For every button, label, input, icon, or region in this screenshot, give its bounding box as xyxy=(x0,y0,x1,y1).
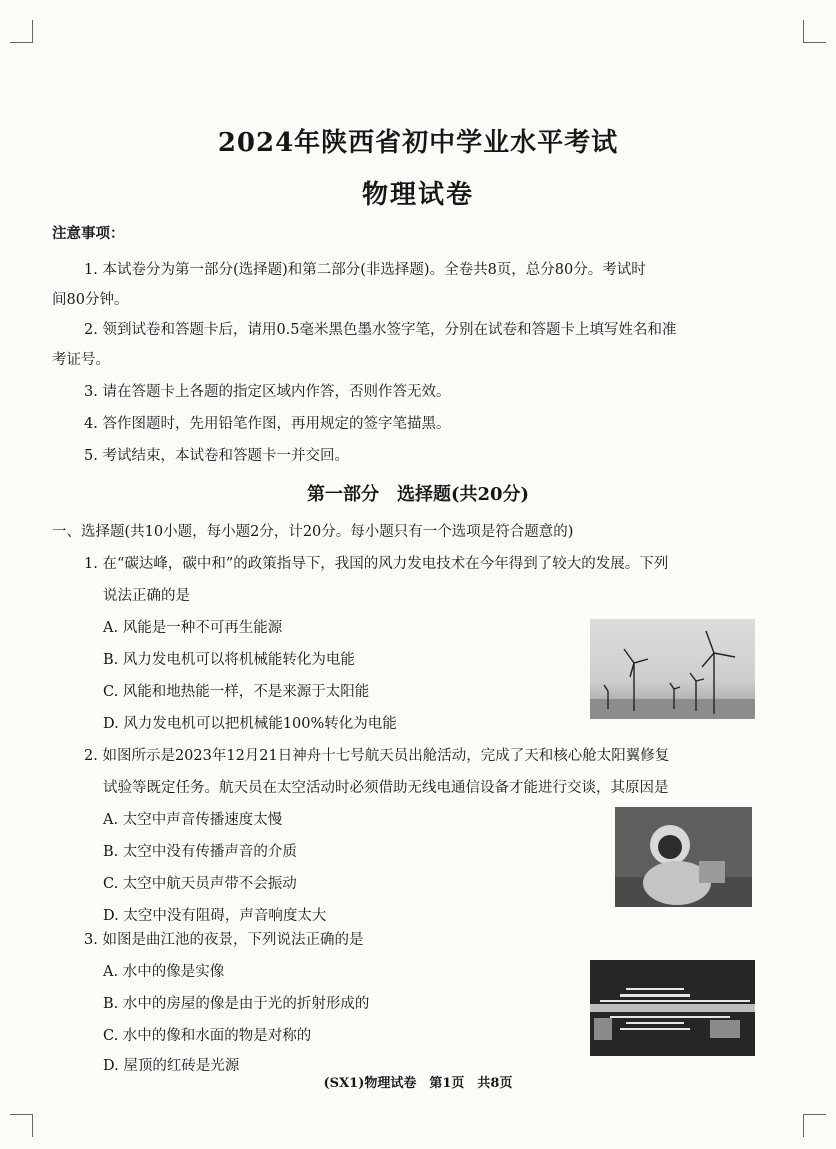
question-2-option-a: A. 太空中声音传播速度太慢 xyxy=(103,812,283,828)
question-2-option-c: C. 太空中航天员声带不会振动 xyxy=(103,876,297,892)
notice-line: 1. 本试卷分为第一部分(选择题)和第二部分(非选择题)。全卷共8页，总分80分。考试时 xyxy=(84,262,646,278)
astronaut-photo xyxy=(615,807,752,907)
crop-mark-bottom-left xyxy=(10,1114,33,1137)
question-1-option-c: C. 风能和地热能一样，不是来源于太阳能 xyxy=(103,684,370,700)
notice-line: 5. 考试结束，本试卷和答题卡一并交回。 xyxy=(84,448,349,464)
exam-title: 2024年陕西省初中学业水平考试 xyxy=(217,128,619,158)
question-3-option-c: C. 水中的像和水面的物是对称的 xyxy=(103,1028,312,1044)
question-3-option-b: B. 水中的房屋的像是由于光的折射形成的 xyxy=(103,996,370,1012)
question-1-option-b: B. 风力发电机可以将机械能转化为电能 xyxy=(103,652,355,668)
question-1-stem-cont: 说法正确的是 xyxy=(103,588,190,604)
question-2-option-d: D. 太空中没有阻碍，声音响度太大 xyxy=(103,908,327,924)
crop-mark-top-left xyxy=(10,20,33,43)
wind-turbine-photo xyxy=(590,619,755,719)
exam-subtitle: 物理试卷 xyxy=(361,180,474,210)
night-scene-photo xyxy=(590,960,755,1056)
question-3-option-a: A. 水中的像是实像 xyxy=(103,964,225,980)
question-2-stem: 2. 如图所示是2023年12月21日神舟十七号航天员出舱活动，完成了天和核心舱太阳翼修复 xyxy=(84,748,670,764)
question-1-option-d: D. 风力发电机可以把机械能100%转化为电能 xyxy=(103,716,397,732)
notice-line: 3. 请在答题卡上各题的指定区域内作答，否则作答无效。 xyxy=(84,384,451,400)
notice-line: 间80分钟。 xyxy=(52,292,129,308)
crop-mark-top-right xyxy=(803,20,826,43)
notice-line: 4. 答作图题时，先用铅笔作图，再用规定的签字笔描黑。 xyxy=(84,416,451,432)
section-title: 第一部分 选择题(共20分) xyxy=(306,484,530,505)
question-1-option-a: A. 风能是一种不可再生能源 xyxy=(103,620,283,636)
question-1-stem: 1. 在“碳达峰，碳中和”的政策指导下，我国的风力发电技术在今年得到了较大的发展。下列 xyxy=(84,556,669,572)
question-2-stem-cont: 试验等既定任务。航天员在太空活动时必须借助无线电通信设备才能进行交谈，其原因是 xyxy=(103,780,669,796)
notice-heading: 注意事项： xyxy=(52,225,125,242)
question-3-stem: 3. 如图是曲江池的夜景，下列说法正确的是 xyxy=(84,932,364,948)
part-intro: 一、选择题(共10小题，每小题2分，计20分。每小题只有一个选项是符合题意的) xyxy=(52,524,574,540)
crop-mark-bottom-right xyxy=(803,1114,826,1137)
notice-line: 2. 领到试卷和答题卡后，请用0.5毫米黑色墨水签字笔，分别在试卷和答题卡上填写姓名和准 xyxy=(84,322,677,338)
question-3-option-d: D. 屋顶的红砖是光源 xyxy=(103,1058,240,1074)
question-2-option-b: B. 太空中没有传播声音的介质 xyxy=(103,844,297,860)
notice-line: 考证号。 xyxy=(52,352,110,368)
page-footer: (SX1)物理试卷 第1页 共8页 xyxy=(323,1076,513,1091)
